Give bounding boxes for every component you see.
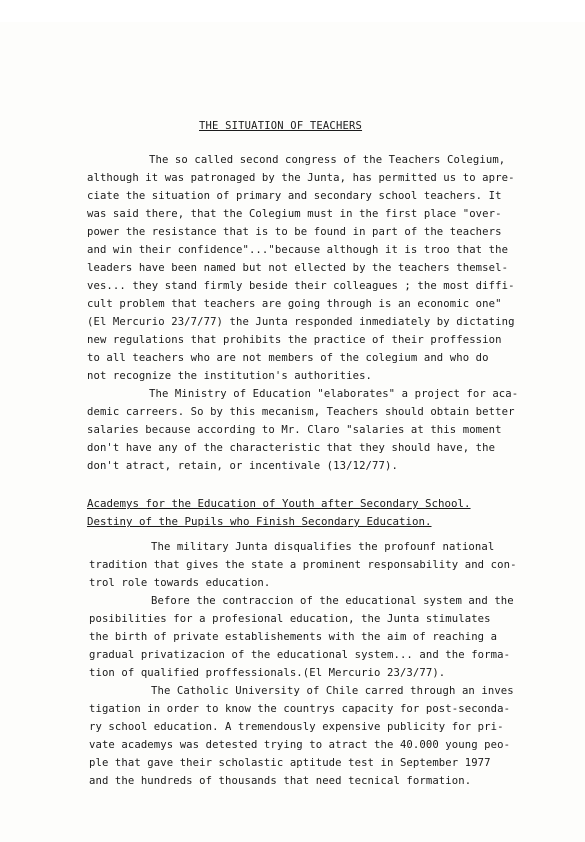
text-line: power the resistance that is to be found in part of the teachers xyxy=(87,226,502,238)
text-line: vate academys was detested trying to atract the 40.000 young peo- xyxy=(89,739,511,751)
text-line: tigation in order to know the countrys capacity for post-seconda- xyxy=(89,703,511,715)
text-line: leaders have been named but not ellected by the teachers themsel- xyxy=(87,262,509,274)
text-line: (El Mercurio 23/7/77) the Junta responded inmediately by dictating xyxy=(87,316,515,328)
text-line: salaries because according to Mr. Claro "salaries at this moment xyxy=(87,424,502,436)
text-line: The Catholic University of Chile carred through an inves xyxy=(151,685,514,697)
text-line: tradition that gives the state a prominent responsability and con- xyxy=(89,559,517,571)
text-line: ry school education. A tremendously expensive publicity for pri- xyxy=(89,721,504,733)
text-line: tion of qualified proffessionals.(El Mercurio 23/3/77). xyxy=(89,667,446,679)
section-heading-line: Destiny of the Pupils who Finish Secondary Education. xyxy=(87,515,432,528)
text-line: gradual privatizacion of the educational system... and the forma- xyxy=(89,649,511,661)
text-line: ple that gave their scholastic aptitude test in September 1977 xyxy=(89,757,491,769)
text-line: don't have any of the characteristic that they should have, the xyxy=(87,442,496,454)
text-line: The military Junta disqualifies the profounf national xyxy=(151,541,495,553)
text-line: to all teachers who are not members of the colegium and who do xyxy=(87,352,489,364)
text-line: The Ministry of Education "elaborates" a project for aca- xyxy=(149,388,519,400)
text-line: although it was patronaged by the Junta, has permitted us to apre- xyxy=(87,172,515,184)
document-title: THE SITUATION OF TEACHERS xyxy=(199,120,363,132)
text-line: not recognize the institution's authorities. xyxy=(87,370,373,382)
section-heading-line: Academys for the Education of Youth after Secondary School. xyxy=(87,497,471,510)
text-line: The so called second congress of the Teachers Colegium, xyxy=(149,154,506,166)
text-line: don't atract, retain, or incentivale (13/12/77). xyxy=(87,460,398,472)
text-line: cult problem that teachers are going through is an economic one" xyxy=(87,298,502,310)
text-line: ves... they stand firmly beside their colleagues ; the most diffi- xyxy=(87,280,515,292)
text-line: ciate the situation of primary and secondary school teachers. It xyxy=(87,190,502,202)
text-line: Before the contraccion of the educational system and the xyxy=(151,595,514,607)
text-line: trol role towards education. xyxy=(89,577,271,589)
text-line: posibilities for a profesional education, the Junta stimulates xyxy=(89,613,491,625)
text-line: new regulations that prohibits the practice of their proffession xyxy=(87,334,502,346)
text-line: demic carreers. So by this mecanism, Teachers should obtain better xyxy=(87,406,515,418)
text-line: and the hundreds of thousands that need tecnical formation. xyxy=(89,775,472,787)
text-line: the birth of private establishements with the aim of reaching a xyxy=(89,631,498,643)
text-line: and win their confidence"..."because although it is troo that the xyxy=(87,244,509,256)
scan-top-margin xyxy=(0,0,585,22)
text-line: was said there, that the Colegium must in the first place "over- xyxy=(87,208,502,220)
